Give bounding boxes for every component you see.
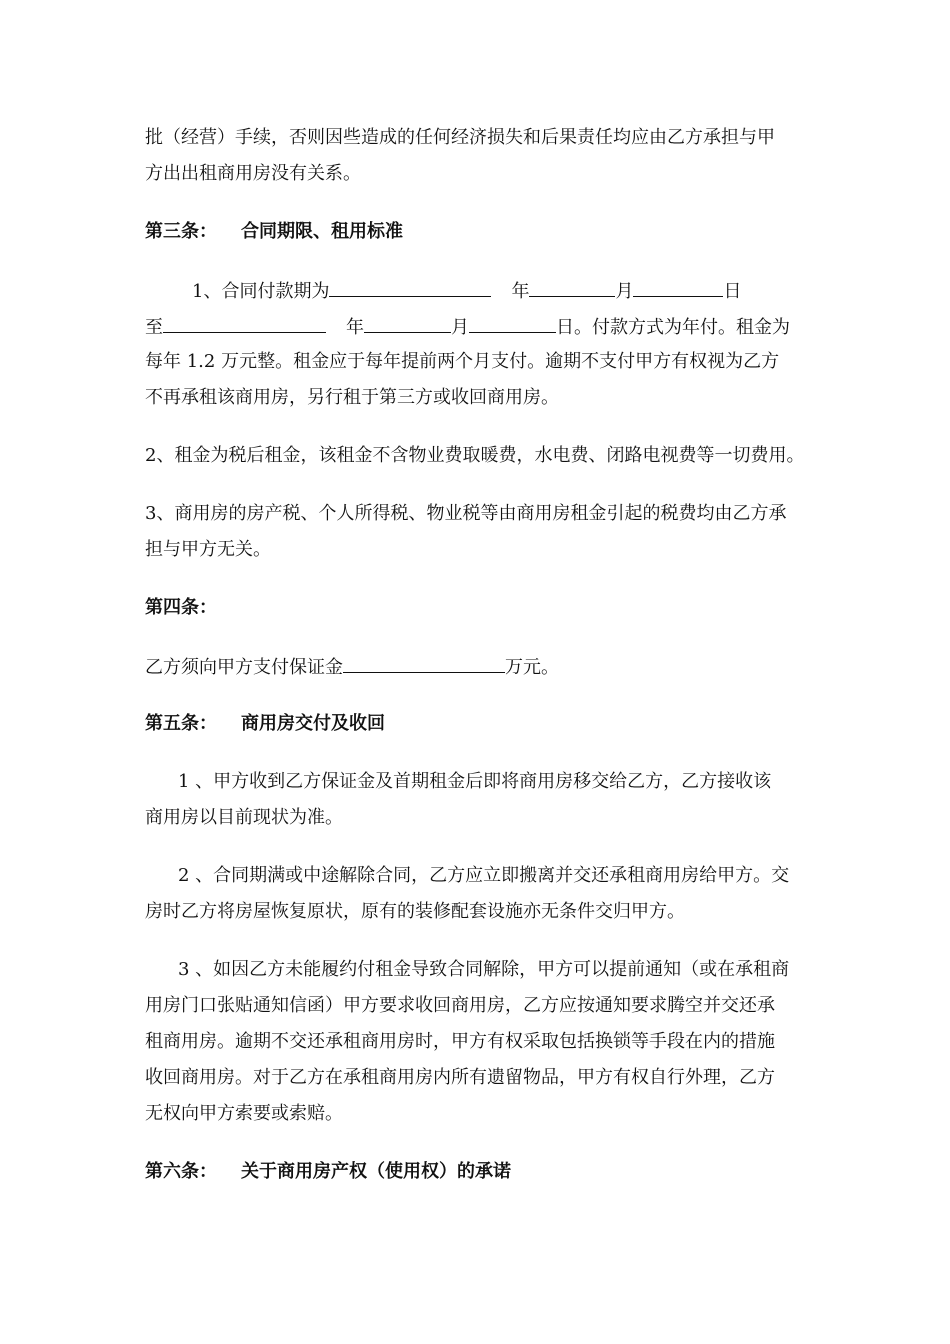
paragraph-line: 批（经营）手续，否则因些造成的任何经济损失和后果责任均应由乙方承担与甲 [145,127,775,148]
term-line [145,314,790,340]
paragraph-line: 商用房以目前现状为准。 [145,807,343,828]
paragraph-line: 方出出租商用房没有关系。 [145,163,361,184]
deposit-line [145,654,559,680]
article-number: 第三条： [145,221,217,242]
year-label: 年 [511,281,530,302]
paragraph-line: 担与甲方无关。 [145,539,271,560]
blank-field [633,278,723,297]
deposit-unit: 万元。 [505,657,559,678]
paragraph-line: 收回商用房。对于乙方在承租商用房内所有遗留物品，甲方有权自行外理，乙方 [145,1067,775,1088]
blank-field [329,278,491,297]
year-label: 年 [346,317,364,338]
paragraph-line: 2、租金为税后租金，该租金不含物业费取暖费，水电费、闭路电视费等一切费用。 [145,445,805,466]
paragraph-line: 1 、甲方收到乙方保证金及首期租金后即将商用房移交给乙方，乙方接收该 [178,771,772,792]
article-number: 第五条： [145,713,217,734]
article-title: 商用房交付及收回 [241,713,385,734]
paragraph-line: 2 、合同期满或中途解除合同，乙方应立即搬离并交还承租商用房给甲方。交 [178,865,790,886]
paragraph-line: 3 、如因乙方未能履约付租金导致合同解除，甲方可以提前通知（或在承租商 [178,959,790,980]
day-label: 日 [723,281,742,302]
article-6-heading [145,1160,511,1184]
paragraph-line: 无权向甲方索要或索赔。 [145,1103,343,1124]
article-3-heading [145,220,403,244]
paragraph-line: 租商用房。逾期不交还承租商用房时，甲方有权采取包括换锁等手段在内的措施 [145,1031,775,1052]
article-title: 关于商用房产权（使用权）的承诺 [241,1161,511,1182]
blank-field [343,654,505,673]
term-rest: 日。付款方式为年付。租金为 [556,317,790,338]
term-line [192,278,741,304]
paragraph-line: 房时乙方将房屋恢复原状，原有的装修配套设施亦无条件交归甲方。 [145,901,685,922]
article-number: 第六条： [145,1161,217,1182]
month-label: 月 [451,317,469,338]
paragraph-line: 3、商用房的房产税、个人所得税、物业税等由商用房租金引起的税费均由乙方承 [145,503,787,524]
blank-field [364,314,451,333]
deposit-label: 乙方须向甲方支付保证金 [145,657,343,678]
article-4-heading: 第四条： [145,597,217,618]
paragraph-line: 每年 1.2 万元整。租金应于每年提前两个月支付。逾期不支付甲方有权视为乙方 [145,351,780,372]
blank-field [163,314,326,333]
term-label: 1、合同付款期为 [192,281,330,302]
blank-field [529,278,615,297]
paragraph-line: 用房门口张贴通知信函）甲方要求收回商用房，乙方应按通知要求腾空并交还承 [145,995,775,1016]
article-title: 合同期限、租用标准 [241,221,403,242]
blank-field [469,314,556,333]
month-label: 月 [615,281,634,302]
paragraph-line: 不再承租该商用房，另行租于第三方或收回商用房。 [145,387,559,408]
article-5-heading [145,712,385,736]
to-label: 至 [145,317,163,338]
